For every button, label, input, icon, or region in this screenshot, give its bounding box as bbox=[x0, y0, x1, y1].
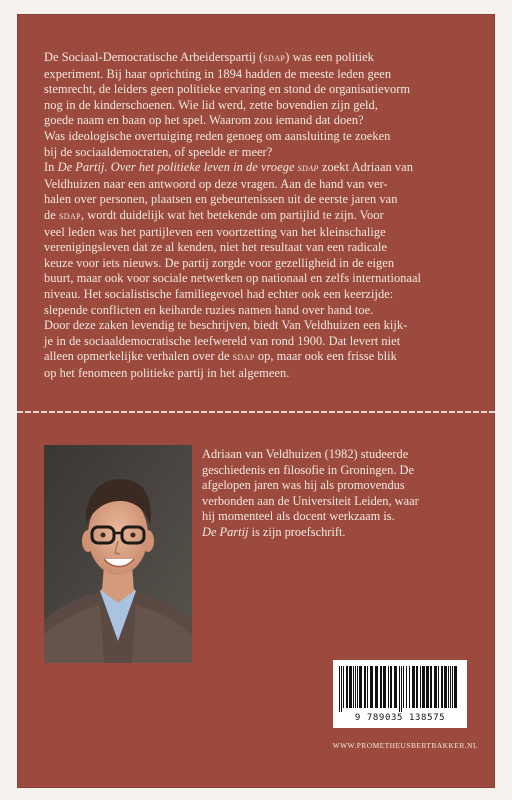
barcode-bars bbox=[337, 666, 463, 712]
blurb-line: je in de sociaaldemocratische leefwereld van rond 1900. Dat levert niet bbox=[44, 333, 401, 348]
isbn-barcode bbox=[333, 660, 467, 728]
blurb-line: op het fenomeen politieke partij in het algemeen. bbox=[44, 365, 290, 380]
author-portrait bbox=[44, 445, 192, 663]
blurb-line: alleen opmerkelijke verhalen over de sdap op, maar ook een frisse blik bbox=[44, 349, 397, 364]
publisher-url: WWW.PROMETHEUSBERTBAKKER.NL bbox=[332, 741, 478, 750]
blurb-line: slepende conflicten en keiharde ruzies namen hand over hand toe. bbox=[44, 302, 374, 317]
blurb-line: Veldhuizen naar een antwoord op deze vragen. Aan de hand van ver- bbox=[44, 176, 388, 191]
blurb-text bbox=[44, 50, 478, 381]
blurb-line: verenigingsleven dat ze al kenden, niet het resultaat van een radicale bbox=[44, 240, 388, 255]
blurb-line: de sdap, wordt duidelijk wat het betekende om partijlid te zijn. Voor bbox=[44, 207, 384, 222]
blurb-line: buurt, maar ook voor sociale netwerken op nationaal en zelfs internationaal bbox=[44, 271, 422, 286]
blurb-line: bij de sociaaldemocraten, of speelde er meer? bbox=[44, 144, 273, 159]
fold-divider bbox=[17, 411, 495, 413]
blurb-line: halen over personen, plaatsen en gebeurtenissen uit de eerste jaren van bbox=[44, 192, 398, 207]
blurb-line: Door deze zaken levendig te beschrijven, biedt Van Veldhuizen een kijk- bbox=[44, 318, 408, 333]
blurb-line: stemrecht, de leiders geen politieke ervaring en stond de organisatievorm bbox=[44, 82, 411, 97]
blurb-line: De Sociaal-Democratische Arbeiderspartij (sdap) was een politiek bbox=[44, 50, 374, 64]
bio-line: geschiedenis en filosofie in Groningen. De bbox=[202, 462, 414, 477]
blurb-line: keuze voor iets nieuws. De partij zorgde voor gezelligheid in de eigen bbox=[44, 255, 395, 270]
blurb-line: In De Partij. Over het politieke leven in de vroege sdap zoekt Adriaan van bbox=[44, 160, 413, 175]
bio-line: hij momenteel als docent werkzaam is. bbox=[202, 509, 395, 524]
bio-line: Adriaan van Veldhuizen (1982) studeerde bbox=[202, 447, 409, 461]
bio-line: verbonden aan de Universiteit Leiden, waar bbox=[202, 493, 419, 508]
author-photo bbox=[44, 445, 192, 663]
blurb-line: experiment. Bij haar oprichting in 1894 hadden de meeste leden geen bbox=[44, 66, 392, 81]
isbn-number: 9 789035 138575 bbox=[354, 713, 446, 723]
blurb-line: niveau. Het socialistische familiegevoel had echter ook een keerzijde: bbox=[44, 286, 394, 301]
author-bio bbox=[202, 447, 478, 541]
bio-line: De Partij is zijn proefschrift. bbox=[202, 524, 346, 539]
bio-line: afgelopen jaren was hij als promovendus bbox=[202, 478, 405, 493]
blurb-line: veel leden was het partijleven een voortzetting van het kleinschalige bbox=[44, 224, 386, 239]
blurb-line: Was ideologische overtuiging reden genoeg om aansluiting te zoeken bbox=[44, 128, 391, 143]
blurb-line: nog in de kinderschoenen. Wie lid werd, zette bovendien zijn geld, bbox=[44, 97, 378, 112]
blurb-line: goede naam en baan op het spel. Waarom zou iemand dat doen? bbox=[44, 113, 364, 128]
